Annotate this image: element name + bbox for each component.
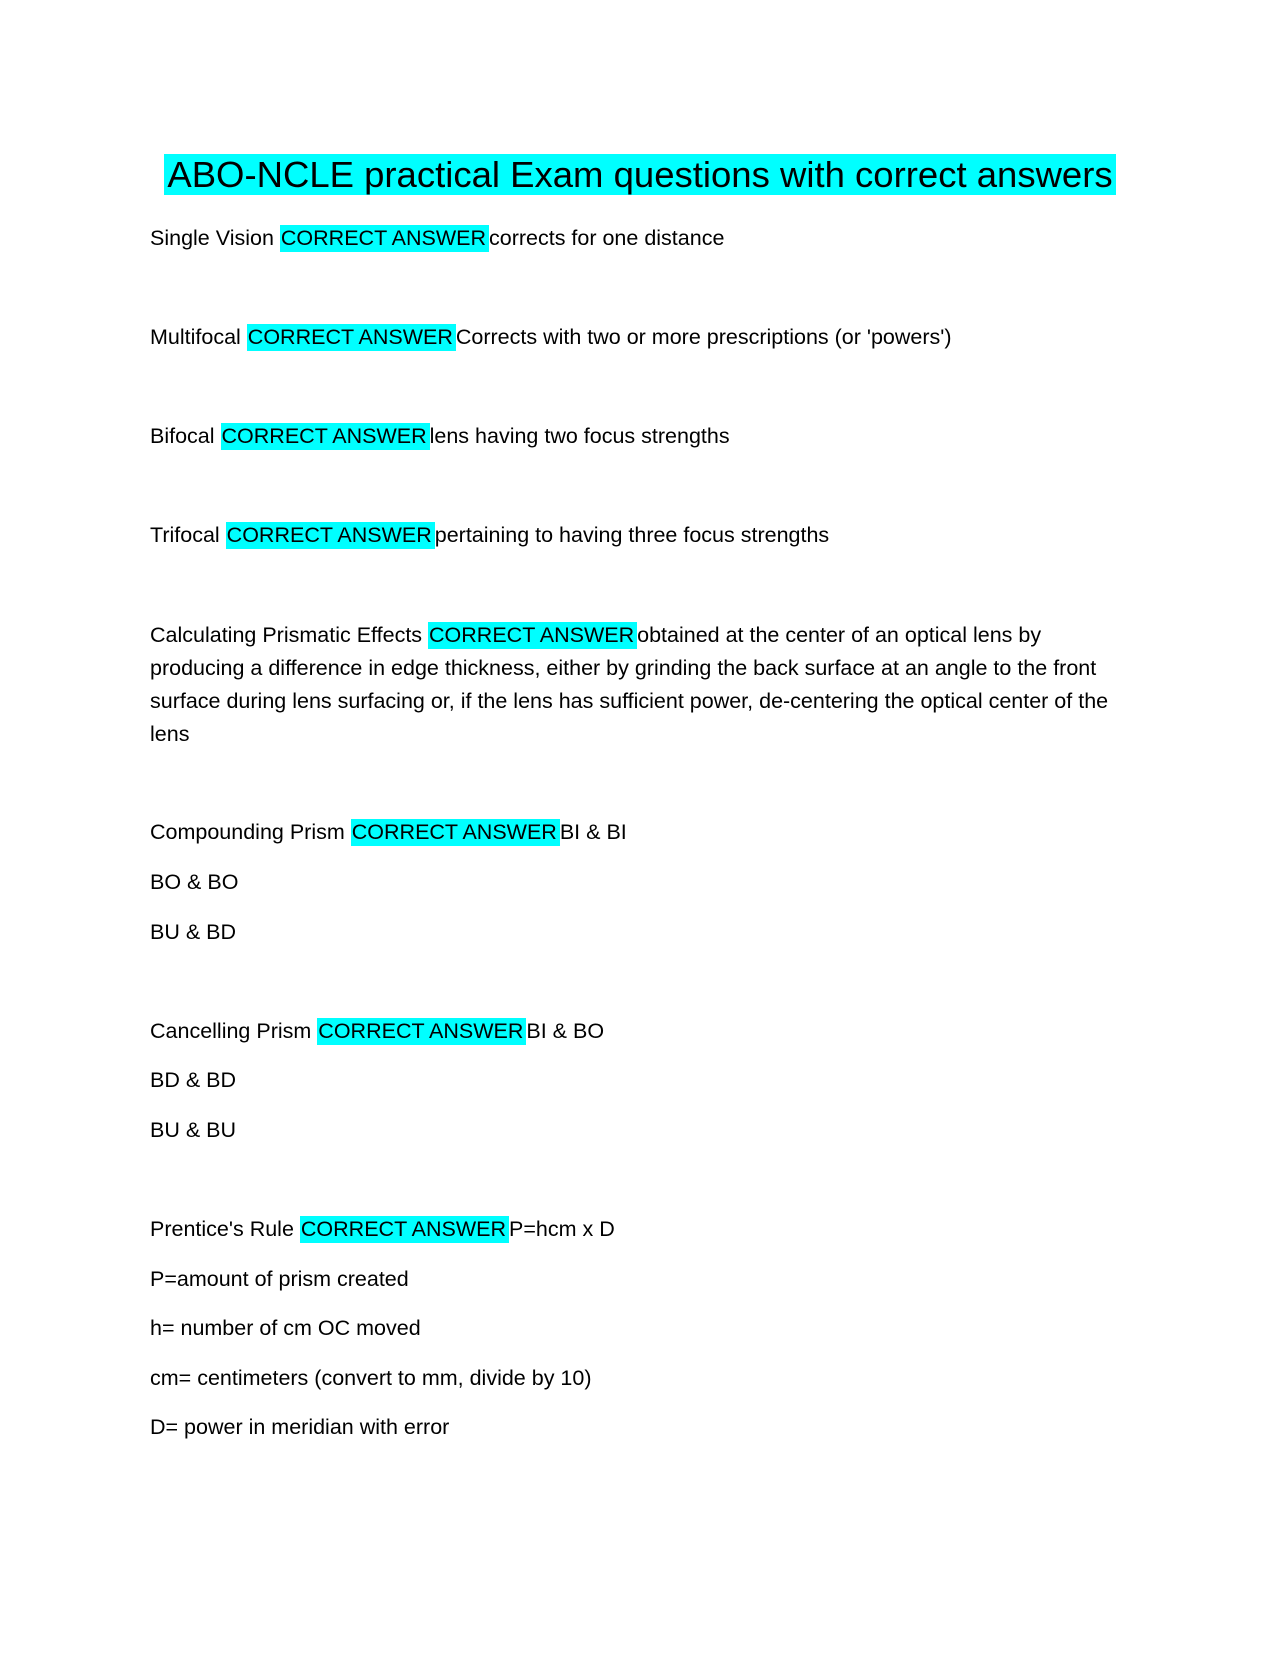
entry-trifocal: [150, 519, 1130, 552]
entry-single-vision: [150, 222, 1130, 255]
entry-term: Bifocal: [150, 424, 215, 448]
entry-extra-line: BO & BO: [150, 870, 239, 894]
correct-answer-marker: CORRECT ANSWER: [300, 1216, 509, 1243]
entry-answer: obtained at the center of an optical lens by producing a difference in edge thickness, either by grinding the back surface at an angle to the front surface during lens surfacing or, if the lens has sufficient power, de-centering the optical center of the lens: [150, 623, 1109, 746]
entry-multifocal: [150, 321, 1130, 354]
entry-term: Multifocal: [150, 325, 241, 349]
correct-answer-marker: CORRECT ANSWER: [351, 819, 560, 846]
entry-answer: pertaining to having three focus strengths: [434, 523, 830, 547]
correct-answer-marker: CORRECT ANSWER: [428, 622, 637, 649]
entry-answer: Corrects with two or more prescriptions (or 'powers'): [455, 325, 952, 349]
document-title-text: ABO-NCLE practical Exam questions with correct answers: [164, 154, 1115, 195]
correct-answer-marker: CORRECT ANSWER: [247, 324, 456, 351]
entry-term: Calculating Prismatic Effects: [150, 623, 423, 647]
correct-answer-marker: CORRECT ANSWER: [280, 225, 489, 252]
entry-extra-line: cm= centimeters (convert to mm, divide by 10): [150, 1366, 592, 1390]
entry-term: Compounding Prism: [150, 820, 345, 844]
entry-cancelling-prism: [150, 1015, 1130, 1048]
entry-answer: lens having two focus strengths: [429, 424, 730, 448]
entry-extra-line: h= number of cm OC moved: [150, 1316, 421, 1340]
entry-bifocal: [150, 420, 1130, 453]
entry-extra-line: P=amount of prism created: [150, 1267, 409, 1291]
entry-extra-line: D= power in meridian with error: [150, 1415, 450, 1439]
entry-answer: BI & BI: [559, 820, 627, 844]
entry-term: Prentice's Rule: [150, 1217, 294, 1241]
entry-compounding-prism: [150, 816, 1130, 849]
correct-answer-marker: CORRECT ANSWER: [226, 522, 435, 549]
entry-answer: P=hcm x D: [508, 1217, 615, 1241]
correct-answer-marker: CORRECT ANSWER: [221, 423, 430, 450]
entry-calculating-prismatic-effects: [150, 619, 1130, 751]
entry-extra-line: BD & BD: [150, 1068, 237, 1092]
entry-answer: BI & BO: [526, 1019, 605, 1043]
entry-prentices-rule: [150, 1213, 1130, 1246]
entry-answer: corrects for one distance: [488, 226, 725, 250]
document-title: [150, 150, 1130, 200]
correct-answer-marker: CORRECT ANSWER: [317, 1018, 526, 1045]
entry-extra-line: BU & BU: [150, 1118, 237, 1142]
entry-term: Trifocal: [150, 523, 220, 547]
entry-term: Single Vision: [150, 226, 274, 250]
entry-term: Cancelling Prism: [150, 1019, 312, 1043]
entry-extra-line: BU & BD: [150, 920, 237, 944]
